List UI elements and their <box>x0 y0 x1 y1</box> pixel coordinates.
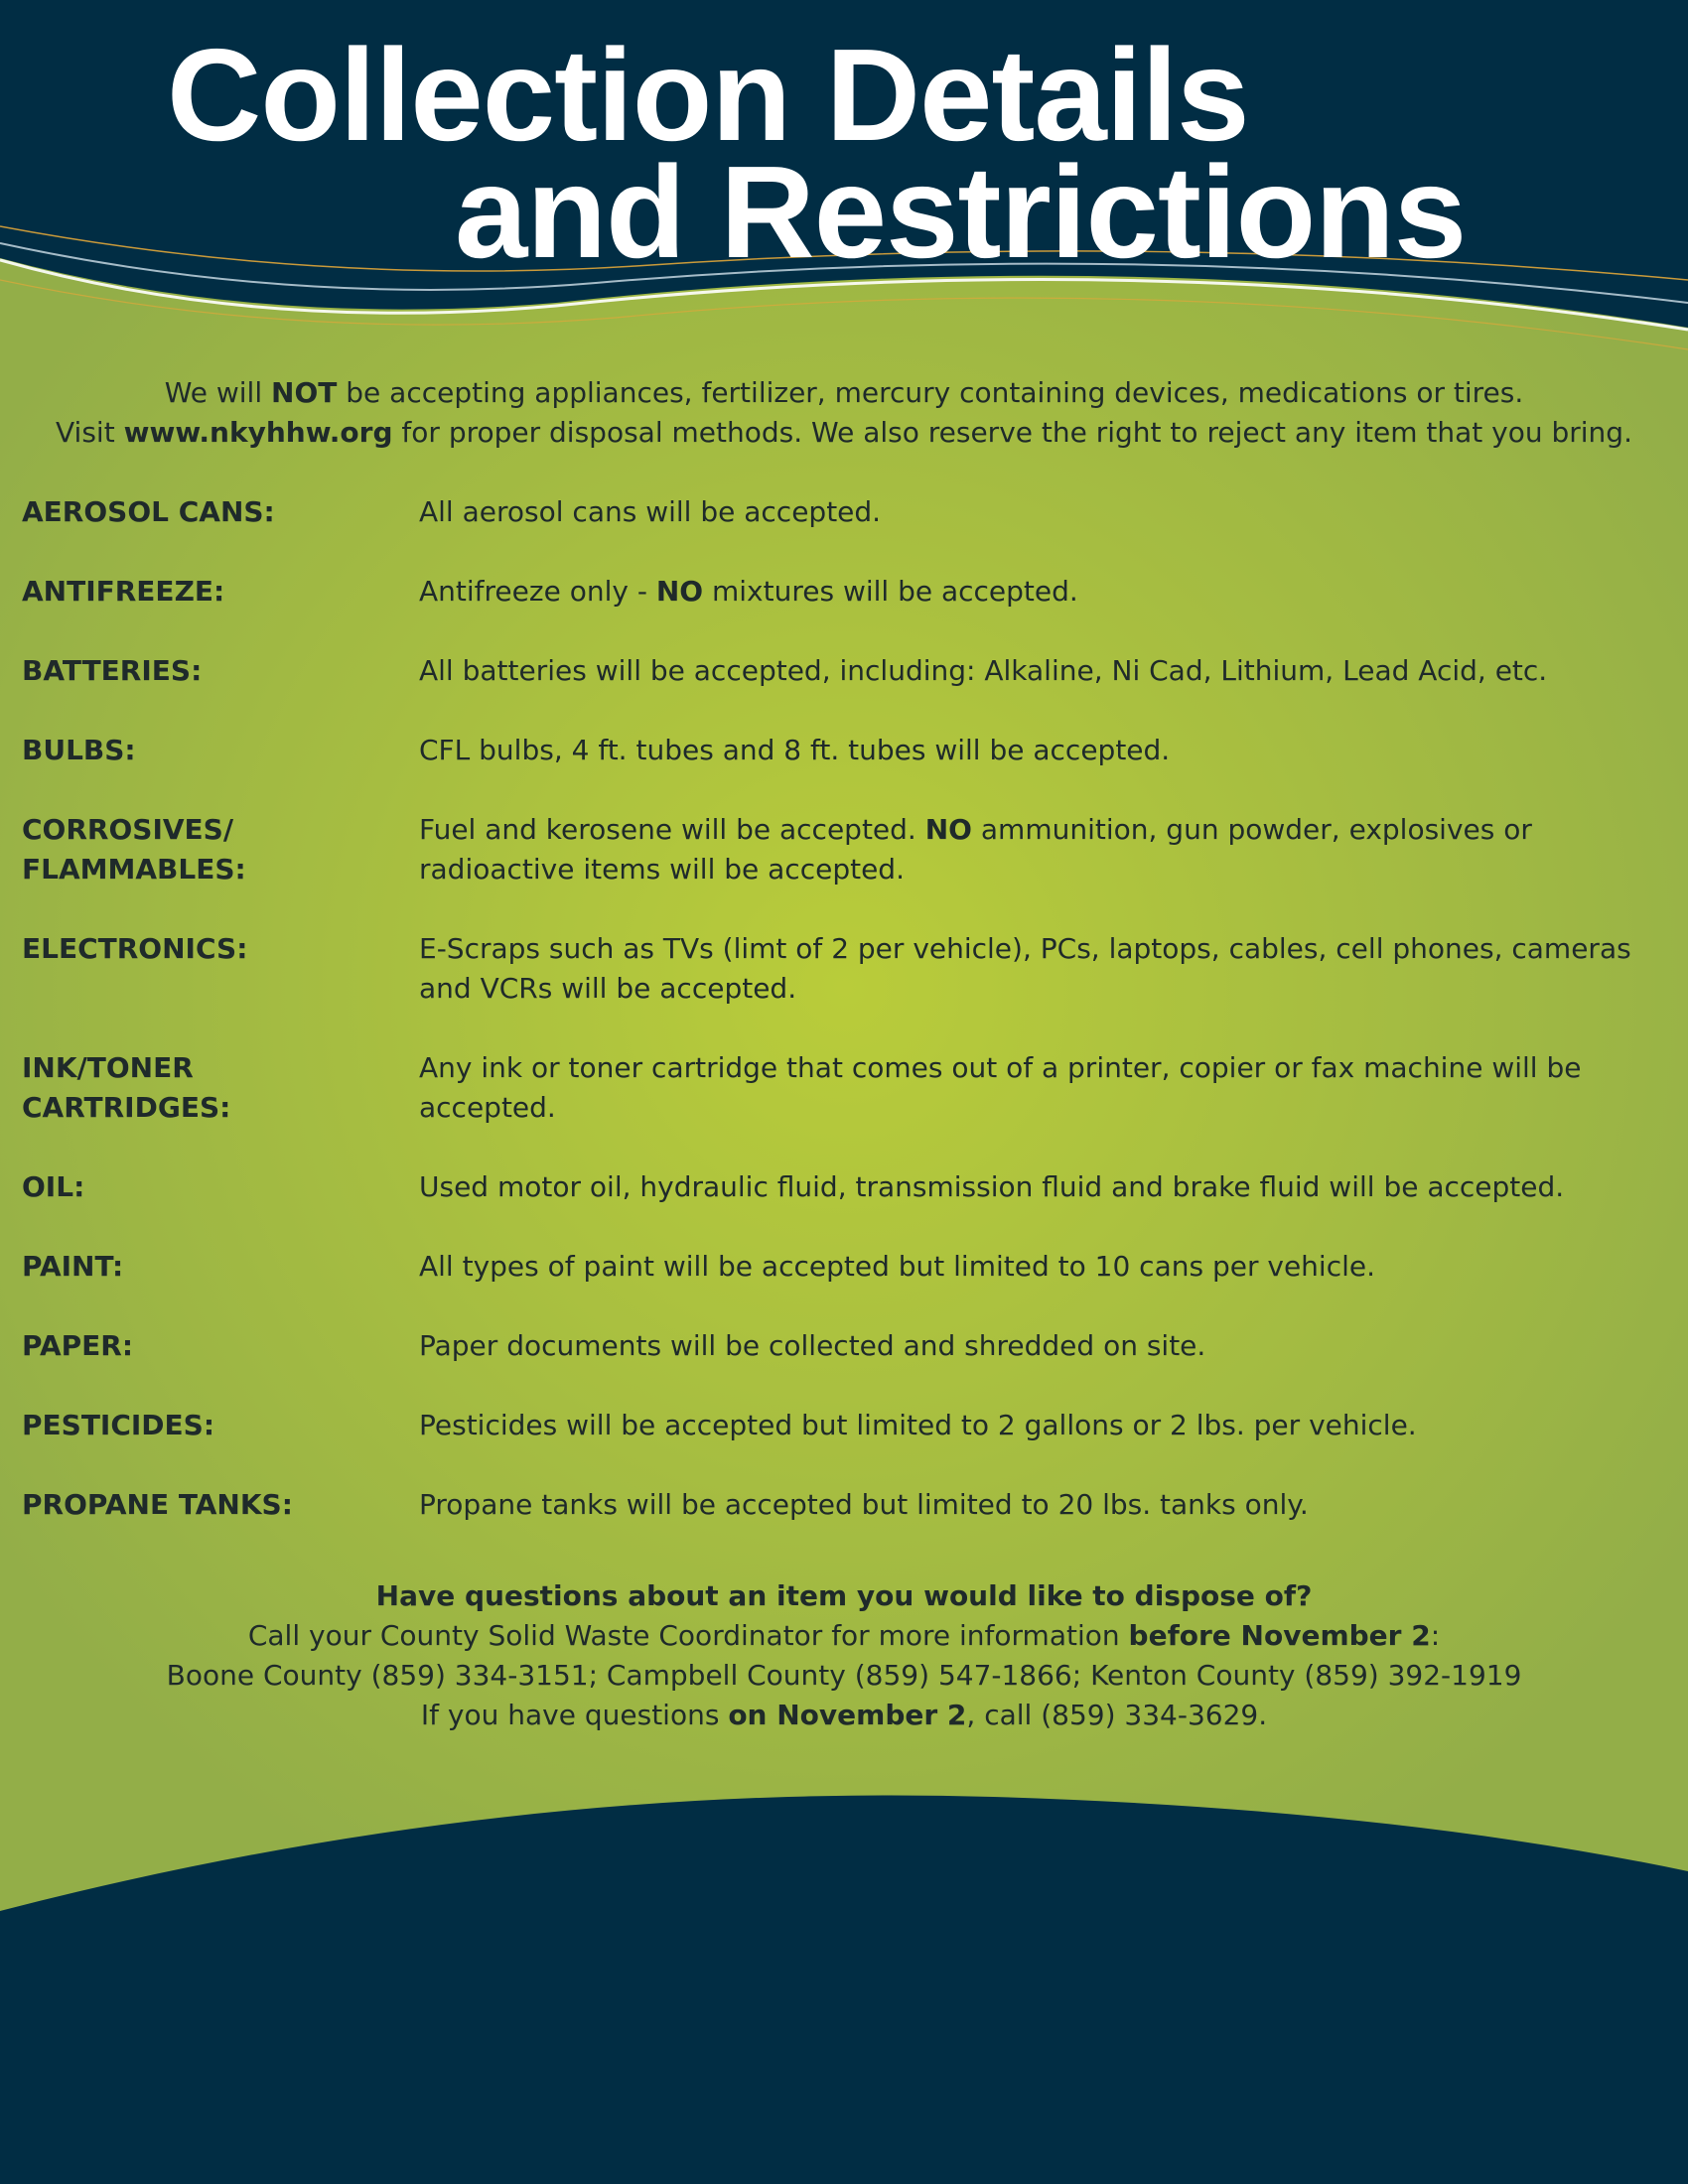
website-link: www.nkyhhw.org <box>123 416 393 449</box>
item-label: PAPER: <box>22 1329 134 1362</box>
notice-line-1-pre: We will <box>164 376 272 409</box>
item-description: Fuel and kerosene will be accepted. NO ammunition, gun powder, explosives or radioactive items will be accepted. <box>419 813 1532 886</box>
notice-line-2-post: for proper disposal methods. We also reserve the right to reject any item that you bring. <box>392 416 1632 449</box>
item-description: Pesticides will be accepted but limited to 2 gallons or 2 lbs. per vehicle. <box>419 1409 1417 1441</box>
item-description: All aerosol cans will be accepted. <box>419 495 882 528</box>
notice-line-2 <box>40 413 1648 453</box>
notice-line-1 <box>40 373 1648 413</box>
item-description: Paper documents will be collected and shredded on site. <box>419 1329 1206 1362</box>
item-description: Antifreeze only - NO mixtures will be accepted. <box>419 575 1078 608</box>
item-description: Propane tanks will be accepted but limited to 20 lbs. tanks only. <box>419 1488 1309 1521</box>
contact-counties: Boone County (859) 334-3151; Campbell County (859) 547-1866; Kenton County (859) 392-1919 <box>166 1659 1522 1692</box>
item-label: ANTIFREEZE: <box>22 575 225 608</box>
item-label: PAINT: <box>22 1250 124 1283</box>
contact-day-line: If you have questions on November 2, call (859) 334-3629. <box>420 1699 1268 1731</box>
item-description: All types of paint will be accepted but limited to 10 cans per vehicle. <box>419 1250 1375 1283</box>
item-label: INK/TONER CARTRIDGES: <box>22 1051 231 1124</box>
item-label: BATTERIES: <box>22 654 203 687</box>
item-description: All batteries will be accepted, including: Alkaline, Ni Cad, Lithium, Lead Acid, etc. <box>419 654 1548 687</box>
item-description: Used motor oil, hydraulic fluid, transmission fluid and brake fluid will be accepted. <box>419 1170 1565 1203</box>
contact-question: Have questions about an item you would like to dispose of? <box>375 1579 1313 1612</box>
item-label: ELECTRONICS: <box>22 932 248 965</box>
item-description: CFL bulbs, 4 ft. tubes and 8 ft. tubes will be accepted. <box>419 734 1171 766</box>
item-label: AEROSOL CANS: <box>22 495 275 528</box>
item-description: Any ink or toner cartridge that comes out of a printer, copier or fax machine will be accepted. <box>419 1051 1582 1124</box>
item-label: OIL: <box>22 1170 85 1203</box>
item-label: PESTICIDES: <box>22 1409 215 1441</box>
item-label: BULBS: <box>22 734 136 766</box>
notice-line-2-pre: Visit <box>56 416 124 449</box>
contact-call-line: Call your County Solid Waste Coordinator for more information before November 2: <box>247 1619 1441 1652</box>
page-title-line-2: and Restrictions <box>455 139 1467 285</box>
page-title-line-1: Collection Details <box>167 22 1249 168</box>
item-description: E-Scraps such as TVs (limt of 2 per vehicle), PCs, laptops, cables, cell phones, cameras and VCRs will be accepted. <box>419 932 1631 1005</box>
notice-line-1-post: be accepting appliances, fertilizer, mercury containing devices, medications or tires. <box>337 376 1524 409</box>
notice-line-1-bold: NOT <box>271 376 338 409</box>
item-label: PROPANE TANKS: <box>22 1488 293 1521</box>
item-label: CORROSIVES/ FLAMMABLES: <box>22 813 246 886</box>
